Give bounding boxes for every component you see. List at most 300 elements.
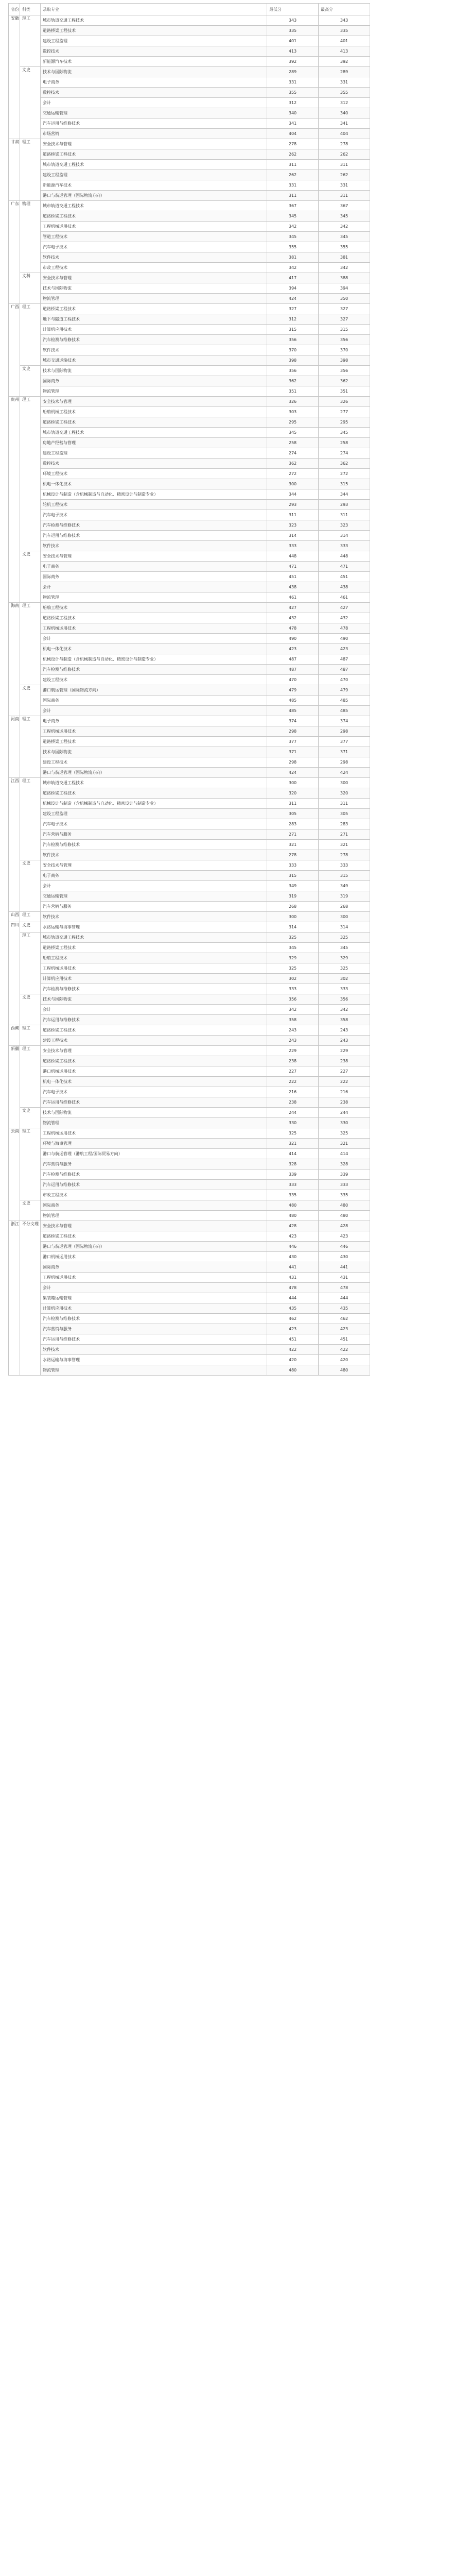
min-score-cell: 487 [267,654,319,665]
major-cell: 物流管理 [41,592,267,603]
min-score-cell: 394 [267,283,319,294]
max-score-cell: 311 [319,510,370,520]
category-cell: 文史 [20,1108,41,1128]
max-score-cell: 222 [319,1077,370,1087]
table-row [9,1200,370,1211]
max-score-cell: 485 [319,706,370,716]
major-cell: 城市交通运输技术 [41,355,267,366]
max-score-cell: 314 [319,531,370,541]
min-score-cell: 404 [267,129,319,139]
min-score-cell: 274 [267,448,319,459]
major-cell: 道路桥梁工程技术 [41,1231,267,1242]
major-cell: 城市轨道交通工程技术 [41,778,267,788]
max-score-cell: 319 [319,891,370,902]
major-cell: 汽车电子技术 [41,819,267,829]
min-score-cell: 342 [267,263,319,273]
table-row [9,1293,370,1303]
province-cell: 河南 [9,716,20,778]
max-score-cell: 388 [319,273,370,283]
table-row [9,933,370,943]
major-cell: 软件技术 [41,850,267,860]
max-score-cell: 335 [319,26,370,36]
table-row [9,994,370,1005]
max-score-cell: 478 [319,1283,370,1293]
table-row [9,1025,370,1036]
max-score-cell: 339 [319,1170,370,1180]
max-score-cell: 315 [319,479,370,489]
min-score-cell: 238 [267,1056,319,1066]
major-cell: 安全技术与管理 [41,860,267,871]
table-row [9,1242,370,1252]
header-min-score: 最低分 [267,4,319,15]
major-cell: 工程机械运用技术 [41,726,267,737]
table-row [9,67,370,77]
max-score-cell: 435 [319,1303,370,1314]
max-score-cell: 480 [319,1365,370,1376]
table-row [9,459,370,469]
table-row [9,1087,370,1097]
min-score-cell: 362 [267,376,319,386]
major-cell: 工程机械运用技术 [41,623,267,634]
max-score-cell: 344 [319,489,370,500]
major-cell: 港口航运管理（国际物流方向） [41,685,267,696]
min-score-cell: 367 [267,201,319,211]
table-row [9,788,370,799]
table-row [9,984,370,994]
max-score-cell: 423 [319,1231,370,1242]
max-score-cell: 355 [319,242,370,252]
major-cell: 市场营销 [41,129,267,139]
max-score-cell: 362 [319,459,370,469]
min-score-cell: 345 [267,428,319,438]
table-row [9,1066,370,1077]
major-cell: 电子商务 [41,871,267,881]
max-score-cell: 342 [319,222,370,232]
max-score-cell: 401 [319,36,370,46]
min-score-cell: 351 [267,386,319,397]
table-row [9,500,370,510]
table-row [9,881,370,891]
table-row [9,1046,370,1056]
max-score-cell: 333 [319,860,370,871]
min-score-cell: 370 [267,345,319,355]
min-score-cell: 326 [267,397,319,407]
major-cell: 工程机械运用技术 [41,1273,267,1283]
min-score-cell: 341 [267,118,319,129]
max-score-cell: 311 [319,160,370,170]
header-row [9,4,370,15]
category-cell: 文史 [20,860,41,912]
table-row [9,768,370,778]
min-score-cell: 424 [267,768,319,778]
major-cell: 汽车营销与服务 [41,829,267,840]
table-row [9,438,370,448]
max-score-cell: 302 [319,974,370,984]
min-score-cell: 311 [267,191,319,201]
major-cell: 水路运输与海事管理 [41,922,267,933]
major-cell: 安全技术与管理 [41,273,267,283]
major-cell: 数控技术 [41,46,267,57]
min-score-cell: 321 [267,1139,319,1149]
max-score-cell: 243 [319,1025,370,1036]
min-score-cell: 333 [267,1180,319,1190]
table-row [9,417,370,428]
max-score-cell: 298 [319,726,370,737]
province-cell: 贵州 [9,397,20,603]
table-row [9,922,370,933]
major-cell: 数控技术 [41,459,267,469]
max-score-cell: 371 [319,747,370,757]
category-cell: 文史 [20,551,41,603]
table-row [9,840,370,850]
admission-score-table [8,3,370,1376]
major-cell: 机械设计与制造（含机械制造与自动化、精密设计与制造专业） [41,654,267,665]
min-score-cell: 438 [267,582,319,592]
major-cell: 国际商务 [41,376,267,386]
max-score-cell: 321 [319,1139,370,1149]
max-score-cell: 356 [319,366,370,376]
province-cell: 江西 [9,778,20,912]
major-cell: 物流管理 [41,1118,267,1128]
min-score-cell: 222 [267,1077,319,1087]
max-score-cell: 427 [319,603,370,613]
major-cell: 软件技术 [41,252,267,263]
table-row [9,489,370,500]
min-score-cell: 374 [267,716,319,726]
province-cell: 山西 [9,912,20,922]
major-cell: 房地产经营与管理 [41,438,267,448]
table-row [9,108,370,118]
major-cell: 会计 [41,881,267,891]
table-row [9,737,370,747]
min-score-cell: 470 [267,675,319,685]
min-score-cell: 325 [267,963,319,974]
table-row [9,623,370,634]
major-cell: 机械设计与制造（含机械制造与自动化、精密设计与制造专业） [41,489,267,500]
major-cell: 交通运输管理 [41,891,267,902]
province-cell: 西藏 [9,1025,20,1046]
major-cell: 物流管理 [41,386,267,397]
major-cell: 建设工程监理 [41,170,267,180]
major-cell: 电子商务 [41,716,267,726]
table-row [9,829,370,840]
min-score-cell: 278 [267,139,319,149]
major-cell: 会计 [41,98,267,108]
table-row [9,1345,370,1355]
major-cell: 汽车运用与维修技术 [41,1015,267,1025]
major-cell: 工程机械运用技术 [41,222,267,232]
min-score-cell: 329 [267,953,319,963]
max-score-cell: 329 [319,953,370,963]
major-cell: 道路桥梁工程技术 [41,417,267,428]
min-score-cell: 345 [267,943,319,953]
max-score-cell: 392 [319,57,370,67]
min-score-cell: 422 [267,1345,319,1355]
max-score-cell: 323 [319,520,370,531]
major-cell: 汽车营销与服务 [41,1159,267,1170]
major-cell: 港口与航运管理（国际物流方向） [41,191,267,201]
max-score-cell: 438 [319,582,370,592]
table-row [9,1324,370,1334]
table-row [9,283,370,294]
header-province: 省份 [9,4,20,15]
major-cell: 安全技术与管理 [41,397,267,407]
major-cell: 技术与国际物流 [41,366,267,376]
major-cell: 汽车电子技术 [41,1087,267,1097]
max-score-cell: 470 [319,675,370,685]
max-score-cell: 216 [319,1087,370,1097]
table-row [9,1355,370,1365]
min-score-cell: 401 [267,36,319,46]
max-score-cell: 479 [319,685,370,696]
table-row [9,355,370,366]
max-score-cell: 331 [319,77,370,88]
major-cell: 交通运输管理 [41,108,267,118]
min-score-cell: 343 [267,15,319,26]
category-cell: 理工 [20,1025,41,1046]
major-cell: 汽车运用与维修技术 [41,118,267,129]
min-score-cell: 345 [267,232,319,242]
max-score-cell: 271 [319,829,370,840]
max-score-cell: 333 [319,541,370,551]
table-row [9,469,370,479]
major-cell: 环境工程技术 [41,469,267,479]
max-score-cell: 341 [319,118,370,129]
min-score-cell: 356 [267,366,319,376]
table-row [9,654,370,665]
table-row [9,696,370,706]
table-row [9,57,370,67]
category-cell: 理工 [20,716,41,778]
category-cell: 文史 [20,67,41,139]
major-cell: 汽车电子技术 [41,510,267,520]
min-score-cell: 311 [267,799,319,809]
table-row [9,634,370,644]
table-row [9,809,370,819]
min-score-cell: 448 [267,551,319,562]
major-cell: 会计 [41,1005,267,1015]
table-row [9,366,370,376]
max-score-cell: 325 [319,1128,370,1139]
table-row [9,201,370,211]
major-cell: 船舶工程技术 [41,603,267,613]
min-score-cell: 333 [267,984,319,994]
table-row [9,891,370,902]
major-cell: 汽车检测与维修技术 [41,984,267,994]
max-score-cell: 490 [319,634,370,644]
major-cell: 港口与航运管理（港航工程/国际贸易方向） [41,1149,267,1159]
min-score-cell: 345 [267,211,319,222]
min-score-cell: 349 [267,881,319,891]
major-cell: 软件技术 [41,1345,267,1355]
major-cell: 物流管理 [41,1365,267,1376]
min-score-cell: 485 [267,696,319,706]
min-score-cell: 414 [267,1149,319,1159]
max-score-cell: 356 [319,994,370,1005]
max-score-cell: 423 [319,1324,370,1334]
major-cell: 机电一体化技术 [41,644,267,654]
table-row [9,479,370,489]
table-row [9,520,370,531]
table-row [9,118,370,129]
table-row [9,26,370,36]
major-cell: 会计 [41,706,267,716]
min-score-cell: 339 [267,1170,319,1180]
major-cell: 建设工程监理 [41,448,267,459]
table-row [9,726,370,737]
max-score-cell: 345 [319,232,370,242]
min-score-cell: 331 [267,77,319,88]
min-score-cell: 333 [267,860,319,871]
category-cell: 理工 [20,15,41,67]
province-cell: 新疆 [9,1046,20,1128]
max-score-cell: 487 [319,654,370,665]
min-score-cell: 312 [267,314,319,325]
major-cell: 汽车检测与维修技术 [41,840,267,850]
category-cell: 文史 [20,366,41,397]
table-row [9,397,370,407]
max-score-cell: 420 [319,1355,370,1365]
max-score-cell: 471 [319,562,370,572]
table-row [9,551,370,562]
table-row [9,1314,370,1324]
min-score-cell: 333 [267,541,319,551]
max-score-cell: 331 [319,180,370,191]
table-row [9,1211,370,1221]
min-score-cell: 271 [267,829,319,840]
min-score-cell: 420 [267,1355,319,1365]
min-score-cell: 325 [267,933,319,943]
min-score-cell: 424 [267,294,319,304]
major-cell: 安全技术与管理 [41,139,267,149]
min-score-cell: 381 [267,252,319,263]
max-score-cell: 327 [319,304,370,314]
min-score-cell: 417 [267,273,319,283]
min-score-cell: 480 [267,1211,319,1221]
min-score-cell: 319 [267,891,319,902]
min-score-cell: 423 [267,644,319,654]
min-score-cell: 356 [267,994,319,1005]
min-score-cell: 321 [267,840,319,850]
max-score-cell: 345 [319,428,370,438]
major-cell: 汽车运用与维修技术 [41,1334,267,1345]
major-cell: 电子商务 [41,562,267,572]
table-row [9,747,370,757]
min-score-cell: 480 [267,1200,319,1211]
major-cell: 水路运输与海事管理 [41,1355,267,1365]
max-score-cell: 268 [319,902,370,912]
min-score-cell: 330 [267,1118,319,1128]
major-cell: 汽车检测与维修技术 [41,520,267,531]
table-row [9,46,370,57]
major-cell: 汽车运用与维修技术 [41,531,267,541]
min-score-cell: 328 [267,1159,319,1170]
min-score-cell: 377 [267,737,319,747]
min-score-cell: 444 [267,1293,319,1303]
min-score-cell: 490 [267,634,319,644]
table-row [9,1077,370,1087]
major-cell: 技术与国际物流 [41,67,267,77]
min-score-cell: 262 [267,149,319,160]
table-row [9,1221,370,1231]
table-body [9,15,370,1376]
category-cell: 理工 [20,603,41,685]
table-row [9,273,370,283]
table-row [9,902,370,912]
table-row [9,77,370,88]
max-score-cell: 351 [319,386,370,397]
max-score-cell: 398 [319,355,370,366]
table-row [9,685,370,696]
table-row [9,757,370,768]
major-cell: 环境与海事管理 [41,1139,267,1149]
max-score-cell: 262 [319,170,370,180]
category-cell: 理工 [20,139,41,201]
max-score-cell: 274 [319,448,370,459]
min-score-cell: 298 [267,726,319,737]
max-score-cell: 258 [319,438,370,448]
province-cell: 四川 [9,922,20,1025]
province-cell: 广西 [9,304,20,397]
min-score-cell: 315 [267,871,319,881]
max-score-cell: 432 [319,613,370,623]
max-score-cell: 278 [319,139,370,149]
min-score-cell: 446 [267,1242,319,1252]
min-score-cell: 312 [267,98,319,108]
major-cell: 市政工程技术 [41,263,267,273]
min-score-cell: 278 [267,850,319,860]
table-row [9,407,370,417]
table-row [9,531,370,541]
max-score-cell: 441 [319,1262,370,1273]
table-row [9,1262,370,1273]
major-cell: 安全技术与管理 [41,551,267,562]
table-row [9,871,370,881]
min-score-cell: 451 [267,572,319,582]
major-cell: 软件技术 [41,912,267,922]
table-row [9,1005,370,1015]
max-score-cell: 325 [319,963,370,974]
major-cell: 城市轨道交通工程技术 [41,160,267,170]
max-score-cell: 335 [319,1190,370,1200]
max-score-cell: 478 [319,623,370,634]
table-row [9,160,370,170]
max-score-cell: 404 [319,129,370,139]
table-row [9,510,370,520]
min-score-cell: 272 [267,469,319,479]
province-cell: 海南 [9,603,20,716]
max-score-cell: 349 [319,881,370,891]
major-cell: 国际商务 [41,696,267,706]
table-row [9,562,370,572]
max-score-cell: 448 [319,551,370,562]
max-score-cell: 343 [319,15,370,26]
major-cell: 汽车运用与维修技术 [41,1180,267,1190]
max-score-cell: 451 [319,1334,370,1345]
min-score-cell: 227 [267,1066,319,1077]
category-cell: 理工 [20,1128,41,1200]
table-row [9,963,370,974]
province-cell: 甘肃 [9,139,20,201]
category-cell: 理工 [20,1046,41,1108]
table-row [9,1283,370,1293]
min-score-cell: 485 [267,706,319,716]
table-row [9,1273,370,1283]
table-row [9,139,370,149]
max-score-cell: 315 [319,871,370,881]
header-major: 录取专业 [41,4,267,15]
table-row [9,1231,370,1242]
